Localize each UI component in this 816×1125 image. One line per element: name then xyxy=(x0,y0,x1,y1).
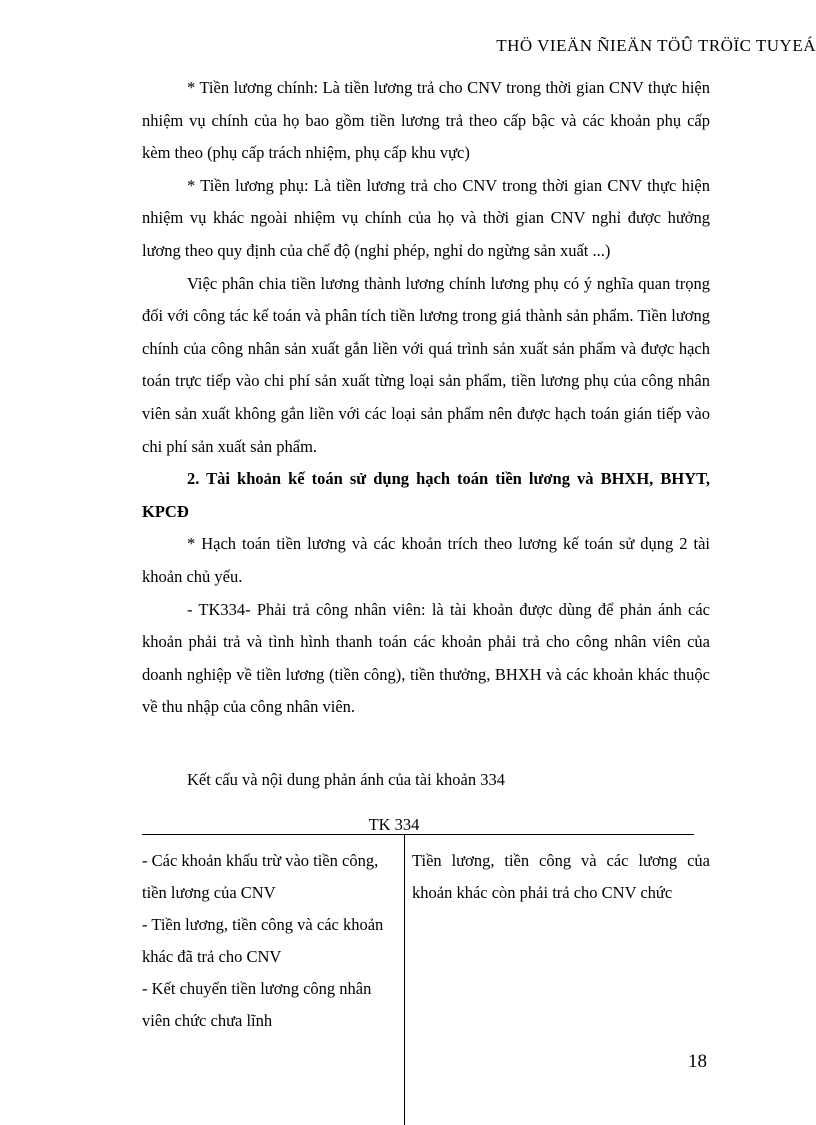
debit-line: - Các khoản khấu trừ vào tiền công, xyxy=(142,851,379,870)
paragraph-main-salary: * Tiền lương chính: Là tiền lương trả cho CNV trong thời gian CNV thực hiện nhiệm vụ chính của họ bao gồm tiền lương trả theo cấp bậc và các khoản phụ cấp kèm theo (phụ cấp trách nhiệm, phụ cấp khu vực) xyxy=(142,78,710,163)
paragraph-accounts-used: * Hạch toán tiền lương và các khoản trích theo lương kế toán sử dụng 2 tài khoản chủ yếu. xyxy=(142,534,710,586)
document-body xyxy=(142,72,710,796)
debit-line: tiền lương của CNV xyxy=(142,883,276,902)
t-account-vertical-rule xyxy=(404,835,405,1125)
paragraph-salary-division: Việc phân chia tiền lương thành lương chính lương phụ có ý nghĩa quan trọng đối với công tác kế toán và phân tích tiền lương trong giá thành sản phẩm. Tiền lương chính của công nhân sản xuất gắn liền với quá trình sản xuất sản phẩm và được hạch toán trực tiếp vào chi phí sản xuất từng loại sản phẩm, tiền lương phụ của công nhân viên sản xuất không gắn liền với các loại sản phẩm nên được hạch toán gián tiếp vào chi phí sản xuất sản phẩm. xyxy=(142,273,710,456)
t-account-credit-side: Tiền lương, tiền công và các lương của khoản khác còn phải trả cho CNV chức xyxy=(412,851,710,902)
debit-line: - Tiền lương, tiền công và các khoản xyxy=(142,915,384,934)
spacer xyxy=(142,724,710,764)
t-account-debit-side xyxy=(142,845,400,1037)
debit-line: viên chức chưa lĩnh xyxy=(142,1011,273,1030)
debit-line: - Kết chuyển tiền lương công nhân xyxy=(142,979,372,998)
section-heading: 2. Tài khoản kế toán sử dụng hạch toán tiền lương và BHXH, BHYT, KPCĐ xyxy=(142,469,710,521)
paragraph-tk334: - TK334- Phải trả công nhân viên: là tài khoản được dùng để phản ánh các khoản phải trả và tình hình thanh toán các khoản phải trả cho công nhân viên của doanh nghiệp về tiền lương (tiền công), tiền thưởng, BHXH và các khoản khác thuộc về thu nhập của công nhân viên. xyxy=(142,599,710,717)
paragraph-structure-intro: Kết cấu và nội dung phản ánh của tài khoản 334 xyxy=(187,769,505,789)
page-number: 18 xyxy=(688,1051,707,1072)
t-account-horizontal-rule xyxy=(142,834,694,835)
page-header: THÖ VIEÄN ÑIEÄN TÖÛ TRÖÏC TUYEÁ xyxy=(496,36,816,55)
t-account-title: TK 334 xyxy=(368,815,420,834)
debit-line: khác đã trả cho CNV xyxy=(142,947,282,966)
paragraph-extra-salary: * Tiền lương phụ: Là tiền lương trả cho CNV trong thời gian CNV thực hiện nhiệm vụ khác ngoài nhiệm vụ chính của họ và thời gian CNV nghỉ được hưởng lương theo quy định của chế độ (nghỉ phép, nghỉ do ngừng sản xuất ...) xyxy=(142,175,710,260)
